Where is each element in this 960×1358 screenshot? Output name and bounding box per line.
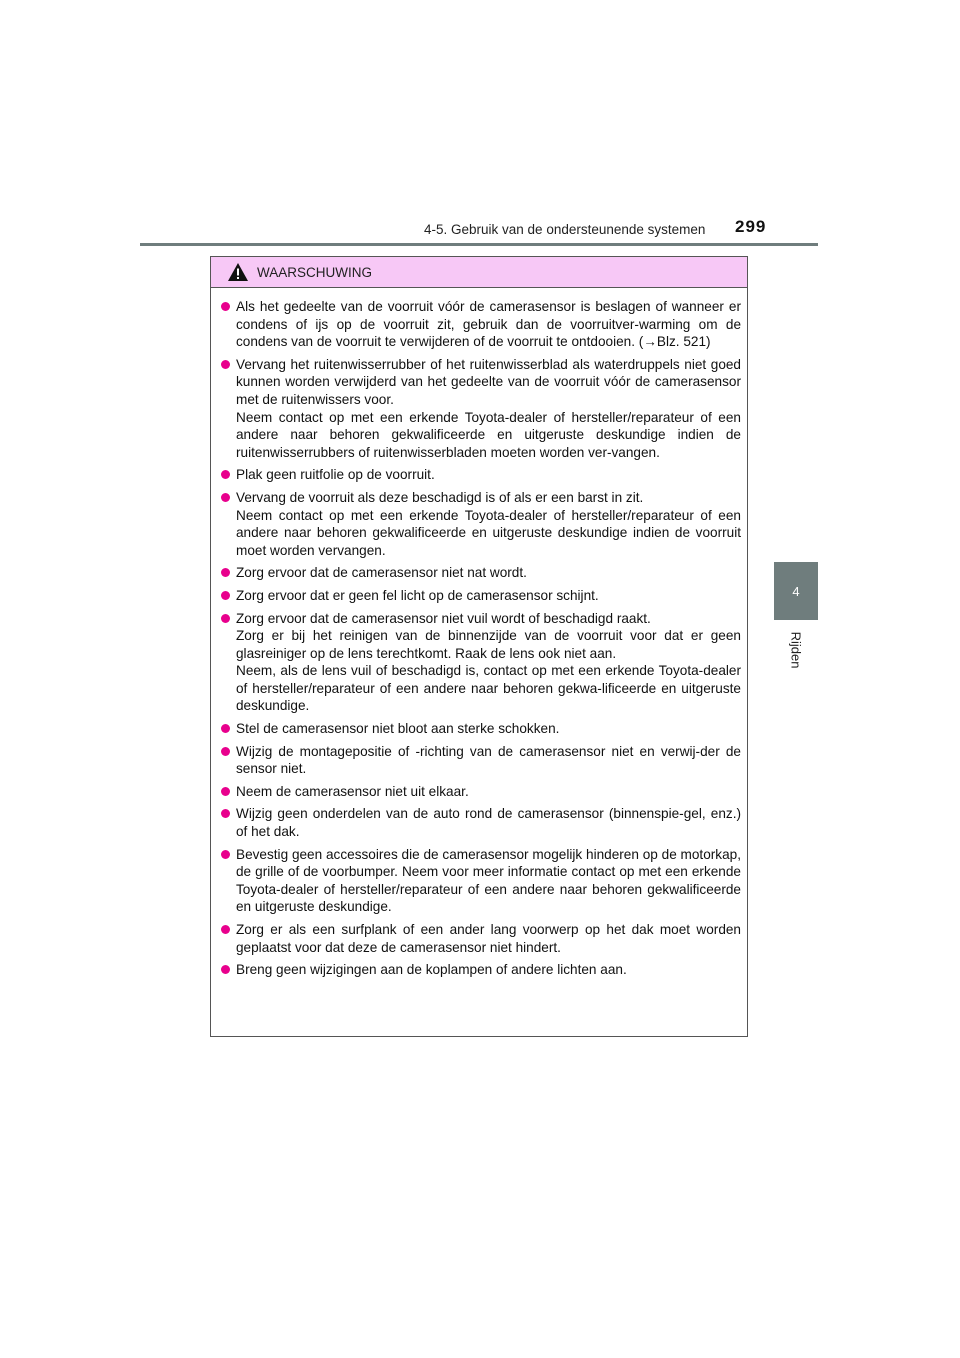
warning-item bbox=[221, 610, 741, 716]
warning-paragraph: Neem contact op met een erkende Toyota-dealer of hersteller/reparateur of een andere naar behoren gekwalificeerde en uitgeruste deskundige indien de voorruit moet worden vervangen. bbox=[236, 507, 741, 558]
warning-paragraph: Zorg ervoor dat de camerasensor niet nat wordt. bbox=[236, 565, 527, 581]
warning-item bbox=[221, 805, 741, 840]
bullet-icon bbox=[221, 493, 230, 502]
warning-item bbox=[221, 783, 741, 801]
warning-paragraph: Zorg er als een surfplank of een ander lang voorwerp op het dak moet worden geplaatst voor dat deze de camerasensor niet hindert. bbox=[236, 922, 741, 955]
warning-item bbox=[221, 921, 741, 956]
warning-item bbox=[221, 356, 741, 462]
warning-item bbox=[221, 587, 741, 605]
warning-paragraph: Vervang de voorruit als deze beschadigd is of als er een barst in zit. bbox=[236, 489, 644, 505]
bullet-icon bbox=[221, 591, 230, 600]
chapter-tab bbox=[774, 562, 818, 620]
warning-paragraph: Breng geen wijzigingen aan de koplampen of andere lichten aan. bbox=[236, 962, 627, 978]
warning-item-text bbox=[236, 783, 741, 801]
warning-item-text bbox=[236, 356, 741, 462]
bullet-icon bbox=[221, 787, 230, 796]
warning-item-text bbox=[236, 489, 741, 559]
warning-paragraph: Wijzig de montagepositie of -richting van de camerasensor niet en verwij-der de sensor niet. bbox=[236, 743, 741, 777]
bullet-icon bbox=[221, 925, 230, 934]
warning-item-text bbox=[236, 846, 741, 916]
section-title: 4-5. Gebruik van de ondersteunende systemen bbox=[424, 222, 706, 237]
warning-item bbox=[221, 961, 741, 979]
warning-paragraph: Neem de camerasensor niet uit elkaar. bbox=[236, 783, 469, 799]
warning-item bbox=[221, 466, 741, 484]
warning-item-text bbox=[236, 466, 741, 484]
warning-item-text bbox=[236, 805, 741, 840]
warning-item-text bbox=[236, 298, 741, 351]
warning-paragraph: Wijzig geen onderdelen van de auto rond de camerasensor (binnenspie-gel, enz.) of het dak. bbox=[236, 806, 741, 840]
warning-paragraph: Zorg ervoor dat er geen fel licht op de camerasensor schijnt. bbox=[236, 587, 599, 603]
warning-paragraph: Zorg er bij het reinigen van de binnenzijde van de voorruit voor dat er geen glasreiniger op de lens terechtkomt. Raak de lens ook niet aan. bbox=[236, 628, 741, 661]
warning-item bbox=[221, 564, 741, 582]
chapter-label: Rijden bbox=[788, 631, 804, 669]
bullet-icon bbox=[221, 302, 230, 311]
warning-item-text bbox=[236, 587, 741, 605]
warning-item-text bbox=[236, 564, 741, 582]
warning-list bbox=[211, 288, 747, 979]
warning-paragraph: Stel de camerasensor niet bloot aan sterke schokken. bbox=[236, 721, 560, 737]
warning-triangle-icon bbox=[227, 262, 249, 282]
warning-title: WAARSCHUWING bbox=[257, 264, 372, 280]
warning-item-text bbox=[236, 610, 741, 716]
bullet-icon bbox=[221, 724, 230, 733]
bullet-icon bbox=[221, 850, 230, 859]
warning-item-text bbox=[236, 961, 741, 979]
warning-item-text bbox=[236, 720, 741, 738]
bullet-icon bbox=[221, 360, 230, 369]
warning-item bbox=[221, 298, 741, 351]
bullet-icon bbox=[221, 809, 230, 818]
warning-paragraph: Als het gedeelte van de voorruit vóór de camerasensor is beslagen of wanneer er condens of ijs op de voorruit zit, gebruik dan de voorruitver-warming om de condens van de voorruit te verwijderen of de voorruit te ontdooien. (→Blz. 521) bbox=[236, 299, 741, 350]
warning-paragraph: Neem, als de lens vuil of beschadigd is, contact op met een erkende Toyota-dealer of hersteller/reparateur of een andere naar behoren gekwa-lificeerde en uitgeruste deskundige. bbox=[236, 663, 741, 714]
warning-box bbox=[210, 256, 748, 1037]
chapter-number: 4 bbox=[792, 583, 800, 599]
warning-paragraph: Zorg ervoor dat de camerasensor niet vuil wordt of beschadigd raakt. bbox=[236, 610, 651, 626]
warning-item bbox=[221, 720, 741, 738]
warning-paragraph: Bevestig geen accessoires die de camerasensor mogelijk hinderen op de motorkap, de grille of de voorbumper. Neem voor meer informatie contact op met een erkende Toyota-dealer of hersteller/reparateur of een andere naar behoren gekwalificeerde en uitgeruste deskundige. bbox=[236, 846, 741, 915]
bullet-icon bbox=[221, 965, 230, 974]
header-divider bbox=[140, 243, 818, 246]
warning-item-text bbox=[236, 743, 741, 778]
bullet-icon bbox=[221, 470, 230, 479]
warning-paragraph: Vervang het ruitenwisserrubber of het ruitenwisserblad als waterdruppels niet goed kunnen worden verwijderd van het gedeelte van de voorruit vóór de camerasensor met de ruitenwissers voor. bbox=[236, 356, 741, 407]
warning-paragraph: Plak geen ruitfolie op de voorruit. bbox=[236, 467, 435, 483]
warning-item bbox=[221, 743, 741, 778]
bullet-icon bbox=[221, 568, 230, 577]
warning-header bbox=[211, 257, 747, 288]
warning-paragraph: Neem contact op met een erkende Toyota-dealer of hersteller/reparateur of een andere naar behoren gekwalificeerde en uitgeruste deskundige indien de ruitenwisserrubbers of ruitenwisserbladen moeten worden ver-vangen. bbox=[236, 409, 741, 460]
bullet-icon bbox=[221, 614, 230, 623]
warning-item-text bbox=[236, 921, 741, 956]
page-number: 299 bbox=[735, 217, 767, 236]
warning-item bbox=[221, 489, 741, 559]
bullet-icon bbox=[221, 747, 230, 756]
warning-item bbox=[221, 846, 741, 916]
